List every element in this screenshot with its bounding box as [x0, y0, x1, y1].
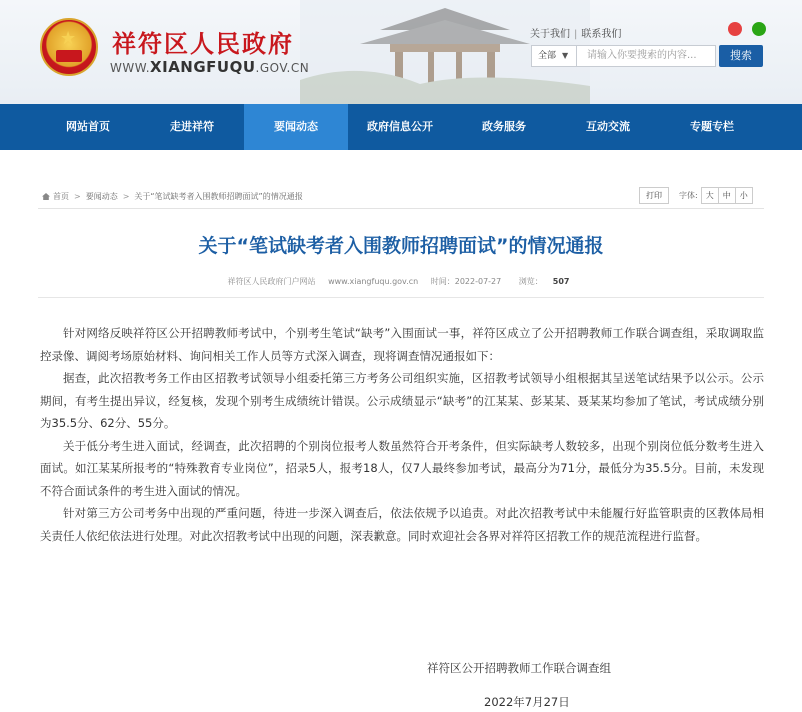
nav-item-home[interactable]: 网站首页 — [66, 120, 110, 133]
site-url-prefix: WWW. — [110, 61, 151, 75]
chevron-right-icon: > — [122, 192, 130, 201]
national-emblem-logo[interactable] — [40, 18, 98, 76]
article-date: 2022年7月27日 — [484, 695, 570, 709]
article-views — [514, 277, 575, 286]
search-scope-select[interactable] — [531, 45, 577, 67]
site-title[interactable]: 祥符区人民政府 — [112, 30, 294, 58]
nav-item-gov-info[interactable]: 政府信息公开 — [367, 120, 433, 133]
article-meta — [0, 276, 802, 287]
article-url[interactable]: www.xiangfuqu.gov.cn — [328, 277, 419, 286]
breadcrumb-home[interactable]: 首页 — [53, 192, 69, 201]
breadcrumb — [42, 191, 303, 202]
article-paragraph: 针对网络反映祥符区公开招聘教师考试中，个别考生笔试“缺考”入围面试一事，祥符区成立了公开招聘教师工作联合调查组，采取调取监控录像、调阅考场原始材料、询问相关工作人员等方式深入调查，现将调查情况通报如下： — [40, 326, 764, 363]
search-button[interactable]: 搜索 — [719, 45, 763, 67]
divider — [38, 297, 764, 298]
nav-item-news[interactable]: 要闻动态 — [244, 104, 348, 150]
article-tools — [639, 187, 753, 204]
site-url-suffix: .GOV.CN — [255, 61, 310, 75]
article-source: 祥符区人民政府门户网站 — [227, 277, 316, 286]
breadcrumb-bar — [38, 185, 764, 209]
article-body — [40, 322, 764, 547]
chevron-right-icon: > — [74, 192, 81, 201]
tiananmen-icon — [56, 50, 82, 62]
main-nav — [0, 104, 802, 150]
nav-item-about-xiangfu[interactable]: 走进祥符 — [170, 120, 214, 133]
article-paragraph: 针对第三方公司考务中出现的严重问题，待进一步深入调查后，依法依规予以追责。对此次招教考试中未能履行好监管职责的区教体局相关责任人依纪依法进行处理。对此次招教考试中出现的问题，深表歉意。同时欢迎社会各界对祥符区招教工作的规范流程进行监督。 — [40, 506, 764, 543]
about-link[interactable]: 关于我们 — [530, 29, 570, 40]
article-paragraph: 关于低分考生进入面试，经调查，此次招聘的个别岗位报考人数虽然符合开考条件，但实际缺考人数较多，出现个别岗位低分数考生进入面试。如江某某所报考的“特殊教育专业岗位”，招录5人，报考18人，仅7人最终参加考试，最高分为71分，最低分为35.5分。目前，未发现不符合面试条件的考生进入面试的情况。 — [40, 438, 764, 498]
print-button[interactable]: 打印 — [639, 187, 669, 204]
search-scope-value: 全部 — [538, 51, 557, 61]
views-count: 507 — [552, 277, 570, 286]
top-links — [530, 25, 621, 40]
home-icon — [42, 193, 50, 200]
chevron-down-icon: ▼ — [562, 51, 569, 60]
font-large-button[interactable]: 大 — [701, 187, 719, 204]
weibo-icon[interactable] — [728, 22, 742, 36]
site-url-main: XIANGFUQU — [150, 58, 256, 76]
article-title: 关于“笔试缺考者入围教师招聘面试”的情况通报 — [198, 235, 604, 257]
site-url — [110, 58, 309, 76]
link-separator: | — [574, 29, 578, 40]
nav-item-services[interactable]: 政务服务 — [482, 120, 526, 133]
star-icon: ★ — [60, 28, 77, 49]
views-label: 浏览： — [518, 277, 543, 286]
search-input[interactable]: 请输入你要搜索的内容... — [577, 45, 716, 67]
article-time: 时间：2022-07-27 — [430, 277, 502, 286]
breadcrumb-current: 关于“笔试缺考者入围教师招聘面试”的情况通报 — [134, 192, 303, 201]
nav-item-topics[interactable]: 专题专栏 — [690, 120, 734, 133]
wechat-icon[interactable] — [752, 22, 766, 36]
site-header — [0, 0, 802, 104]
contact-link[interactable]: 联系我们 — [581, 29, 622, 40]
font-size-label: 字体: — [679, 191, 698, 200]
font-small-button[interactable]: 小 — [735, 187, 753, 204]
article-signature: 祥符区公开招聘教师工作联合调查组 — [427, 661, 611, 675]
font-medium-button[interactable]: 中 — [718, 187, 736, 204]
breadcrumb-section[interactable]: 要闻动态 — [85, 192, 118, 201]
social-icons — [728, 22, 766, 36]
nav-item-interaction[interactable]: 互动交流 — [586, 120, 630, 133]
search-bar — [531, 45, 763, 67]
article-paragraph: 据查，此次招教考务工作由区招教考试领导小组委托第三方考务公司组织实施，区招教考试领导小组根据其呈送笔试结果予以公示。公示期间，有考生提出异议，经复核，发现个别考生成绩统计错误。公示成绩显示“缺考”的江某某、彭某某、聂某某均参加了笔试，考试成绩分别为35.5分、62分、55分。 — [40, 371, 764, 430]
